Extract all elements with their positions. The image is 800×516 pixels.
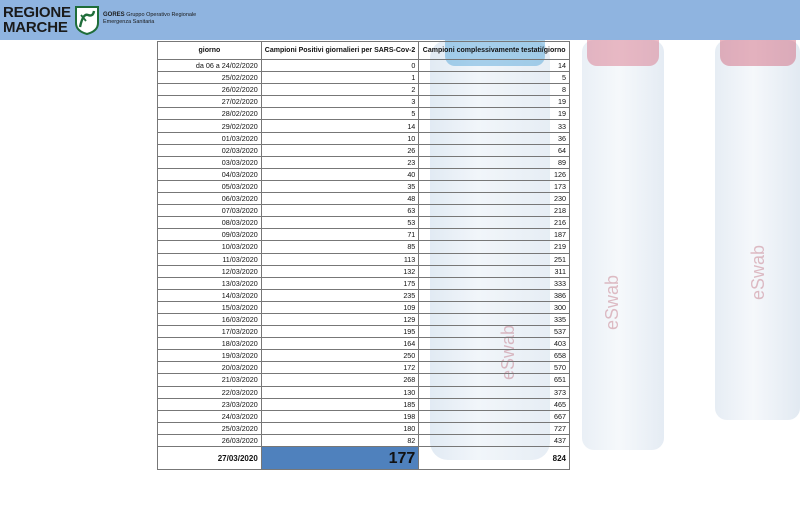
cell-positive: 164: [261, 338, 419, 350]
cell-date: 04/03/2020: [158, 168, 262, 180]
cell-tested: 8: [419, 84, 570, 96]
cell-date: 19/03/2020: [158, 350, 262, 362]
cell-positive: 175: [261, 277, 419, 289]
cell-positive: 48: [261, 193, 419, 205]
cell-tested: 570: [419, 362, 570, 374]
cell-date: 28/02/2020: [158, 108, 262, 120]
cell-positive: 129: [261, 313, 419, 325]
cell-date: 26/03/2020: [158, 434, 262, 446]
cell-positive: 26: [261, 144, 419, 156]
cell-tested: 311: [419, 265, 570, 277]
table-row: [158, 362, 570, 374]
cell-tested: 36: [419, 132, 570, 144]
logo-text: [3, 5, 71, 35]
table-row: [158, 434, 570, 446]
header-positivi: Campioni Positivi giornalieri per SARS-Cov-2: [261, 42, 419, 60]
samples-table: [157, 41, 570, 470]
cell-positive: 63: [261, 205, 419, 217]
cell-date: da 06 a 24/02/2020: [158, 60, 262, 72]
cell-positive: 195: [261, 326, 419, 338]
cell-date: 09/03/2020: [158, 229, 262, 241]
cell-date: 22/03/2020: [158, 386, 262, 398]
cell-tested: 403: [419, 338, 570, 350]
cell-tested: 216: [419, 217, 570, 229]
table-row: [158, 120, 570, 132]
cell-positive: 198: [261, 410, 419, 422]
table-row: [158, 180, 570, 192]
cell-positive: 0: [261, 60, 419, 72]
cell-tested: 727: [419, 422, 570, 434]
table-row: [158, 84, 570, 96]
tube-cap-image: [587, 40, 659, 66]
cell-tested: 89: [419, 156, 570, 168]
cell-tested: 651: [419, 374, 570, 386]
cell-tested: 373: [419, 386, 570, 398]
cell-date: 11/03/2020: [158, 253, 262, 265]
cell-positive: 109: [261, 301, 419, 313]
cell-date: 05/03/2020: [158, 180, 262, 192]
cell-positive-latest: 177: [261, 447, 419, 470]
cell-tested: 386: [419, 289, 570, 301]
cell-tested: 219: [419, 241, 570, 253]
cell-positive: 2: [261, 84, 419, 96]
cell-positive: 113: [261, 253, 419, 265]
table-row: [158, 253, 570, 265]
logo-line2: MARCHE: [3, 19, 68, 36]
tube-label-text: eSwab: [498, 324, 518, 380]
cell-date: 21/03/2020: [158, 374, 262, 386]
logo-line1: REGIONE: [3, 4, 71, 21]
header-giorno: giorno: [158, 42, 262, 60]
table-row: [158, 374, 570, 386]
cell-date: 18/03/2020: [158, 338, 262, 350]
cell-positive: 180: [261, 422, 419, 434]
coat-of-arms-icon: [74, 5, 100, 35]
tube-label-text: eSwab: [748, 244, 768, 300]
cell-tested: 19: [419, 108, 570, 120]
cell-tested: 5: [419, 72, 570, 84]
cell-positive: 5: [261, 108, 419, 120]
table-row: [158, 60, 570, 72]
table-header-row: [158, 42, 570, 60]
tube-cap-image: [720, 40, 796, 66]
cell-positive: 250: [261, 350, 419, 362]
cell-tested: 537: [419, 326, 570, 338]
header-testati: Campioni complessivamente testati/giorno: [419, 42, 570, 60]
cell-date: 08/03/2020: [158, 217, 262, 229]
cell-positive: 132: [261, 265, 419, 277]
table-row: [158, 229, 570, 241]
swab-tube-image: [715, 40, 800, 420]
tube-label-text: eSwab: [602, 274, 622, 330]
table-row: [158, 168, 570, 180]
table-body: [158, 60, 570, 470]
table-row: [158, 265, 570, 277]
cell-tested-latest: 824: [419, 447, 570, 470]
table-row: [158, 156, 570, 168]
cell-positive: 14: [261, 120, 419, 132]
cell-tested: 187: [419, 229, 570, 241]
table-row: [158, 422, 570, 434]
cell-positive: 1: [261, 72, 419, 84]
cell-date: 24/03/2020: [158, 410, 262, 422]
table-row: [158, 72, 570, 84]
table-row: [158, 289, 570, 301]
cell-date: 15/03/2020: [158, 301, 262, 313]
cell-positive: 268: [261, 374, 419, 386]
table-row: [158, 398, 570, 410]
org-line2: Emergenza Sanitaria: [103, 19, 155, 25]
cell-positive: 40: [261, 168, 419, 180]
cell-date: 14/03/2020: [158, 289, 262, 301]
cell-positive: 130: [261, 386, 419, 398]
table-row: [158, 144, 570, 156]
cell-date: 02/03/2020: [158, 144, 262, 156]
table-row: [158, 326, 570, 338]
cell-positive: 235: [261, 289, 419, 301]
table-row: [158, 96, 570, 108]
cell-positive: 82: [261, 434, 419, 446]
cell-tested: 230: [419, 193, 570, 205]
cell-tested: 300: [419, 301, 570, 313]
cell-positive: 172: [261, 362, 419, 374]
cell-tested: 437: [419, 434, 570, 446]
table-row: [158, 108, 570, 120]
org-label: [103, 12, 196, 26]
cell-positive: 10: [261, 132, 419, 144]
table-row: [158, 241, 570, 253]
cell-date-latest: 27/03/2020: [158, 447, 262, 470]
cell-date: 16/03/2020: [158, 313, 262, 325]
cell-tested: 667: [419, 410, 570, 422]
cell-positive: 3: [261, 96, 419, 108]
table-row: [158, 301, 570, 313]
cell-date: 26/02/2020: [158, 84, 262, 96]
cell-tested: 173: [419, 180, 570, 192]
table-row: [158, 217, 570, 229]
cell-positive: 85: [261, 241, 419, 253]
cell-date: 03/03/2020: [158, 156, 262, 168]
cell-date: 01/03/2020: [158, 132, 262, 144]
table-row: [158, 338, 570, 350]
cell-date: 10/03/2020: [158, 241, 262, 253]
table-row: [158, 313, 570, 325]
cell-tested: 64: [419, 144, 570, 156]
cell-date: 07/03/2020: [158, 205, 262, 217]
cell-positive: 23: [261, 156, 419, 168]
cell-date: 23/03/2020: [158, 398, 262, 410]
cell-tested: 218: [419, 205, 570, 217]
table-row: [158, 132, 570, 144]
cell-date: 25/02/2020: [158, 72, 262, 84]
table-row: [158, 350, 570, 362]
cell-date: 25/03/2020: [158, 422, 262, 434]
org-name: GORES: [103, 12, 125, 18]
cell-tested: 14: [419, 60, 570, 72]
cell-positive: 53: [261, 217, 419, 229]
table-row-latest: [158, 447, 570, 470]
cell-date: 17/03/2020: [158, 326, 262, 338]
swab-tube-image: [582, 40, 664, 450]
cell-positive: 35: [261, 180, 419, 192]
cell-date: 06/03/2020: [158, 193, 262, 205]
org-line1: Gruppo Operativo Regionale: [126, 12, 197, 18]
cell-tested: 333: [419, 277, 570, 289]
table-row: [158, 386, 570, 398]
cell-date: 20/03/2020: [158, 362, 262, 374]
cell-tested: 335: [419, 313, 570, 325]
cell-tested: 251: [419, 253, 570, 265]
cell-date: 13/03/2020: [158, 277, 262, 289]
cell-date: 12/03/2020: [158, 265, 262, 277]
cell-tested: 658: [419, 350, 570, 362]
cell-date: 27/02/2020: [158, 96, 262, 108]
regione-marche-logo: [3, 2, 100, 38]
table-row: [158, 410, 570, 422]
cell-positive: 71: [261, 229, 419, 241]
cell-date: 29/02/2020: [158, 120, 262, 132]
table-row: [158, 277, 570, 289]
cell-tested: 126: [419, 168, 570, 180]
table-row: [158, 205, 570, 217]
cell-positive: 185: [261, 398, 419, 410]
table-row: [158, 193, 570, 205]
cell-tested: 19: [419, 96, 570, 108]
cell-tested: 33: [419, 120, 570, 132]
cell-tested: 465: [419, 398, 570, 410]
